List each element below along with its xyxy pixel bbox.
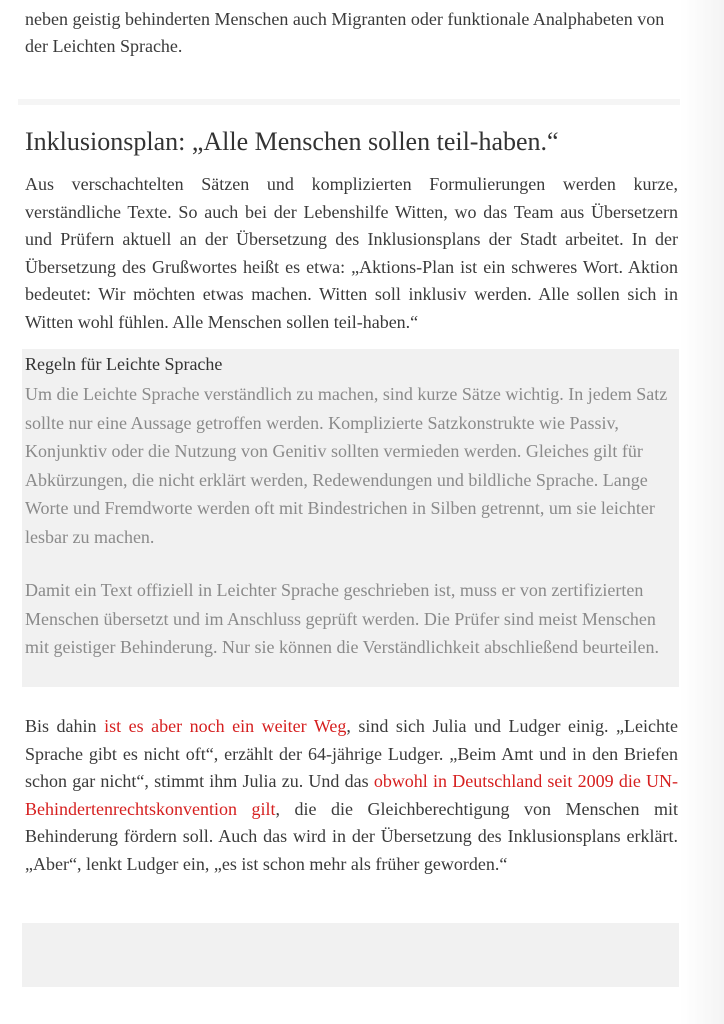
bottom-placeholder-box xyxy=(22,923,679,987)
main-paragraph xyxy=(25,713,678,879)
main-paragraph-text-1: Bis dahin xyxy=(25,716,105,736)
main-paragraph-text-2: , sind sich Julia und Ludger einig. „Leichte Sprache gibt es nicht oft“, erzählt der 64-jährige Ludger. „Beim Amt und in den Briefen schon gar nicht“, stimmt ihm Julia zu. Und das xyxy=(25,716,678,792)
info-box-title: Regeln für Leichte Sprache xyxy=(25,354,223,374)
main-paragraph-text-3: , die die Gleichberechtigung von Menschen mit Behinderung fördern soll. Auch das wird in der Übersetzung des Inklusionsplans erklärt. „Aber“, lenkt Ludger ein, „es ist schon mehr als früher geworden.“ xyxy=(25,798,678,874)
info-box-paragraph-2: Damit ein Text offiziell in Leichter Sprache geschrieben ist, muss er von zertifizierten Menschen übersetzt und im Anschluss geprüft werden. Die Prüfer sind meist Menschen mit geistiger Behinderung. Nur sie können die Verständlichkeit abschließend beurteilen. xyxy=(25,580,659,658)
top-paragraph: neben geistig behinderten Menschen auch Migranten oder funktionale Analphabeten von der Leichten Sprache. xyxy=(25,9,665,56)
section-divider xyxy=(18,99,680,105)
link-un-konvention[interactable]: obwohl in Deutschland seit 2009 die UN-Behindertenrechtskonvention gilt xyxy=(25,771,679,819)
page-edge-shadow xyxy=(680,0,724,1024)
intro-paragraph: Aus verschachtelten Sätzen und komplizierten Formulierungen werden kurze, verständliche Texte. So auch bei der Lebenshilfe Witten, wo das Team aus Übersetzern und Prüfern aktuell an der Übersetzung des Inklusionsplans der Stadt arbeitet. In der Übersetzung des Grußwortes heißt es etwa: „Aktions-Plan ist ein schweres Wort. Aktion bedeutet: Wir möchten etwas machen. Witten soll inklusiv werden. Alle sollen sich in Witten wohl fühlen. Alle Menschen sollen teil-haben.“ xyxy=(25,174,678,332)
section-heading: Inklusionsplan: „Alle Menschen sollen teil-haben.“ xyxy=(25,127,559,156)
link-weiter-weg[interactable]: ist es aber noch ein weiter Weg xyxy=(104,716,347,736)
info-box-paragraph-1: Um die Leichte Sprache verständlich zu machen, sind kurze Sätze wichtig. In jedem Satz sollte nur eine Aussage getroffen werden. Komplizierte Satzkonstrukte wie Passiv, Konjunktiv oder die Nutzung von Genitiv sollten vermieden werden. Gleiches gilt für Abkürzungen, die nicht erklärt werden, Redewendungen und bildliche Sprache. Lange Worte und Fremdworte werden oft mit Bindestrichen in Silben getrennt, um sie leichter lesbar zu machen. xyxy=(25,384,668,547)
